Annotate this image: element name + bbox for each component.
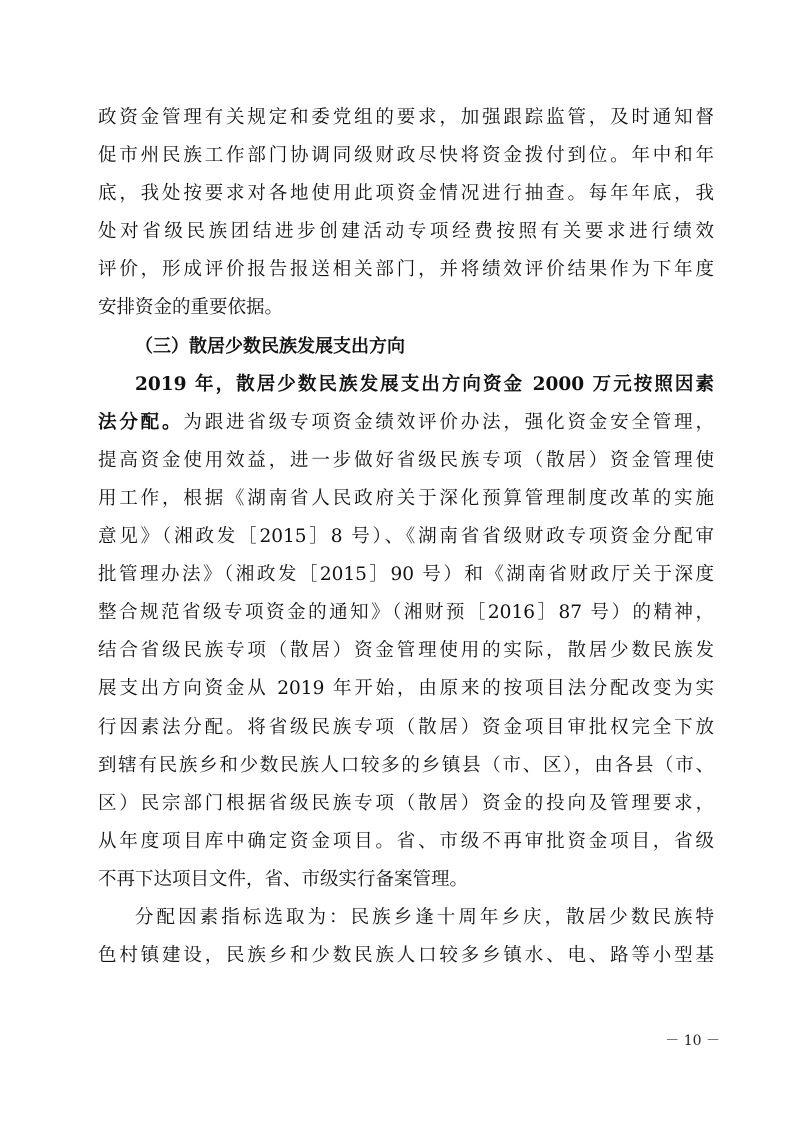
- paragraph-2-line: 行因素法分配。将省级民族专项（散居）资金项目审批权完全下放: [98, 716, 714, 738]
- paragraph-2-line: 批管理办法》（湘政发［2015］90 号）和《湖南省财政厅关于深度: [98, 564, 714, 586]
- paragraph-2-line: [98, 404, 714, 442]
- paragraph-2-line: 从年度项目库中确定资金项目。省、市级不再审批资金项目，省级: [98, 830, 714, 852]
- paragraph-2-line: 意见》（湘政发［2015］8 号）、《湖南省省级财政专项资金分配审: [98, 526, 714, 548]
- paragraph-2-line: 到辖有民族乡和少数民族人口较多的乡镇县（市、区），由各县（市、: [98, 754, 714, 776]
- paragraph-2-line-rest: 为跟进省级专项资金绩效评价办法，强化资金安全管理，: [183, 411, 714, 433]
- paragraph-1-line: 政资金管理有关规定和委党组的要求，加强跟踪监管，及时通知督: [98, 107, 714, 128]
- paragraph-2-bold-lead: 2019 年，散居少数民族发展支出方向资金 2000 万元按照因素: [135, 373, 714, 395]
- paragraph-1-line: 底，我处按要求对各地使用此项资金情况进行抽查。每年年底，我: [98, 183, 714, 205]
- paragraph-2-line: 用工作，根据《湖南省人民政府关于深化预算管理制度改革的实施: [98, 487, 714, 509]
- paragraph-1-line: 评价，形成评价报告报送相关部门，并将绩效评价结果作为下年度: [98, 259, 714, 281]
- section-heading: （三）散居少数民族发展支出方向: [135, 335, 405, 357]
- paragraph-1-line: 处对省级民族团结进步创建活动专项经费按照有关要求进行绩效: [98, 221, 714, 243]
- paragraph-1-line: 安排资金的重要依据。: [98, 297, 284, 319]
- paragraph-2-line: 区）民宗部门根据省级民族专项（散居）资金的投向及管理要求，: [98, 792, 714, 814]
- paragraph-3-line: 分配因素指标选取为：民族乡逢十周年乡庆，散居少数民族特: [135, 906, 714, 928]
- body-text: [98, 99, 714, 975]
- paragraph-2-line: 提高资金使用效益，进一步做好省级民族专项（散居）资金管理使: [98, 449, 714, 471]
- paragraph-2-line: 结合省级民族专项（散居）资金管理使用的实际，散居少数民族发: [98, 640, 714, 662]
- paragraph-2-line: 不再下达项目文件，省、市级实行备案管理。: [98, 868, 469, 890]
- paragraph-2-bold-lead-end: 法分配。: [98, 411, 184, 433]
- paragraph-2-line: 整合规范省级专项资金的通知》（湘财预［2016］87 号）的精神，: [98, 602, 714, 624]
- page-number: － 10 －: [665, 1033, 720, 1049]
- paragraph-3-line: 色村镇建设，民族乡和少数民族人口较多乡镇水、电、路等小型基: [98, 945, 714, 967]
- paragraph-2-line: 展支出方向资金从 2019 年开始，由原来的按项目法分配改变为实: [98, 678, 714, 700]
- paragraph-1-line: 促市州民族工作部门协调同级财政尽快将资金拨付到位。年中和年: [98, 145, 714, 167]
